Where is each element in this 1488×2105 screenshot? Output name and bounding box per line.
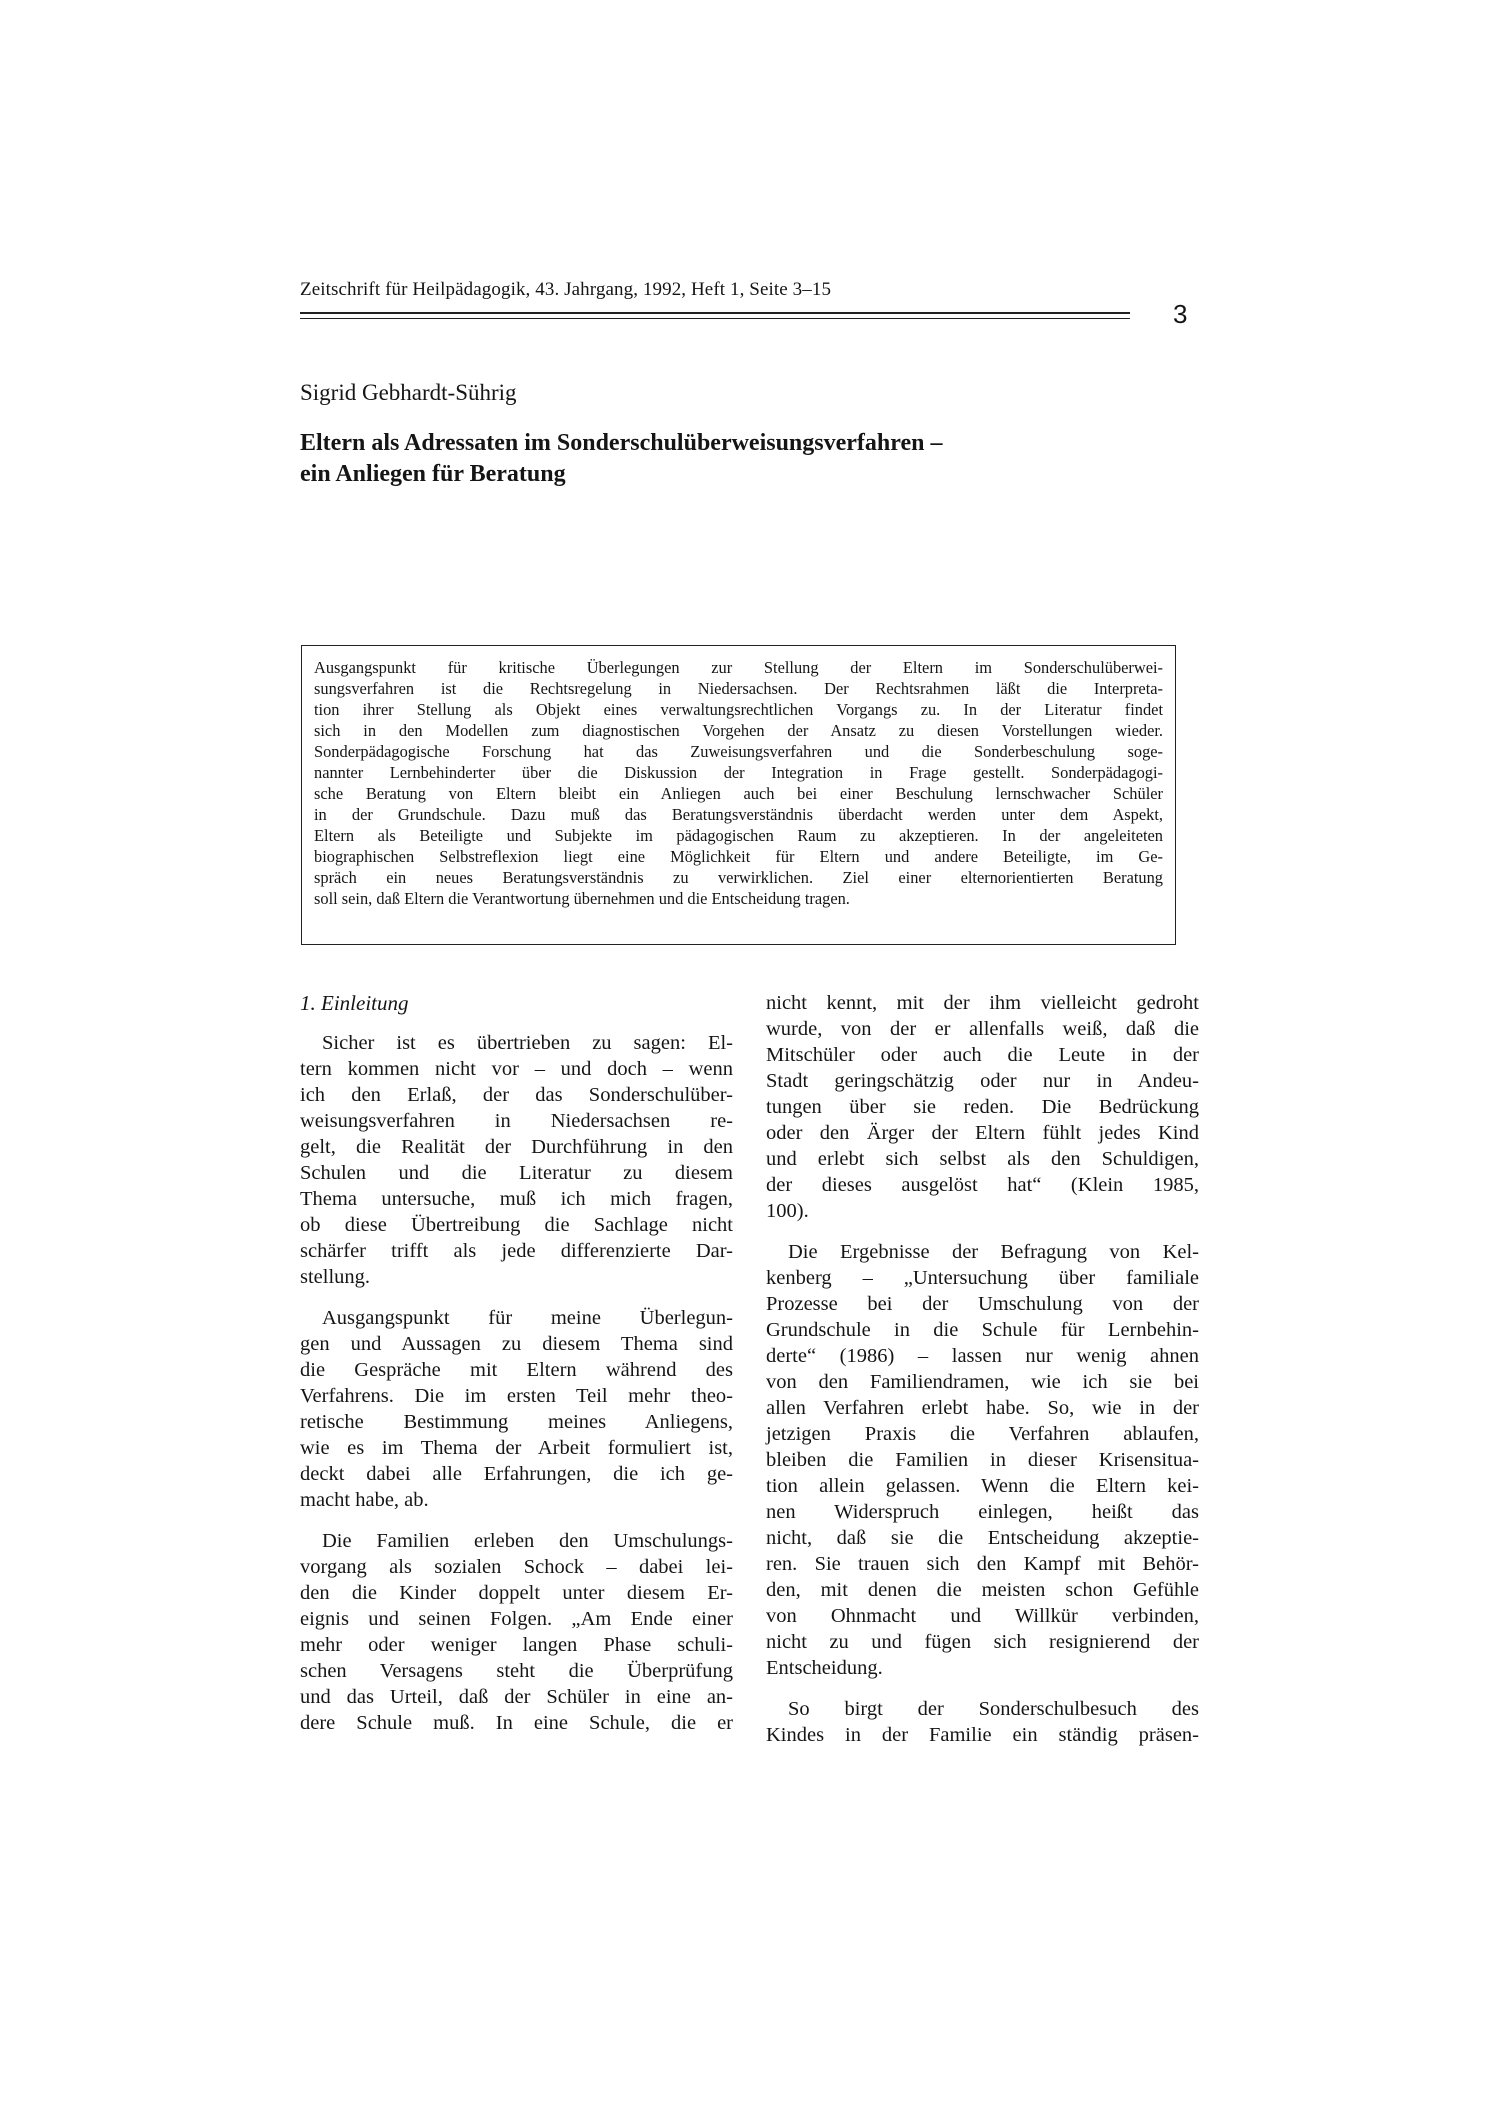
text-line: nicht kennt, mit der ihm vielleicht gedroht (766, 992, 1199, 1014)
text-line: So birgt der Sonderschulbesuch des (788, 1698, 1199, 1720)
text-line: und das Urteil, daß der Schüler in eine an- (300, 1686, 733, 1708)
article-title (300, 428, 1160, 490)
text-line: schen Versagens steht die Überprüfung (300, 1660, 733, 1682)
abstract-line: Sonderpädagogische Forschung hat das Zuweisungsverfahren und die Sonderbeschulung soge- (314, 742, 1163, 761)
text-line: tern kommen nicht vor – und doch – wenn (300, 1058, 733, 1080)
abstract-line: sche Beratung von Eltern bleibt ein Anliegen auch bei einer Beschulung lernschwacher Schüler (314, 784, 1163, 803)
text-line: Stadt geringschätzig oder nur in Andeu- (766, 1070, 1199, 1092)
paragraph (766, 1696, 1199, 1748)
text-line: stellung. (300, 1266, 371, 1288)
abstract-line: tion ihrer Stellung als Objekt eines verwaltungsrechtlichen Vorgangs zu. In der Literatur findet (314, 700, 1163, 719)
text-line: allen Verfahren erlebt habe. So, wie in der (766, 1397, 1199, 1419)
paragraph (766, 1239, 1199, 1681)
text-line: Mitschüler oder auch die Leute in der (766, 1044, 1199, 1066)
text-line: Entscheidung. (766, 1657, 883, 1679)
text-line: gen und Aussagen zu diesem Thema sind (300, 1333, 733, 1355)
text-line: derte“ (1986) – lassen nur wenig ahnen (766, 1345, 1199, 1367)
text-line: wie es im Thema der Arbeit formuliert ist, (300, 1437, 733, 1459)
paragraph (300, 1528, 733, 1736)
text-line: und erlebt sich selbst als den Schuldigen, (766, 1148, 1199, 1170)
text-line: Grundschule in die Schule für Lernbehin- (766, 1319, 1199, 1341)
text-line: retische Bestimmung meines Anliegens, (300, 1411, 733, 1433)
text-line: ob diese Übertreibung die Sachlage nicht (300, 1214, 733, 1236)
text-line: nicht zu und fügen sich resignierend der (766, 1631, 1199, 1653)
abstract-line: soll sein, daß Eltern die Verantwortung übernehmen und die Entscheidung tragen. (314, 889, 850, 908)
text-line: ren. Sie trauen sich den Kampf mit Behör- (766, 1553, 1199, 1575)
author-name: Sigrid Gebhardt-Sührig (300, 380, 517, 405)
text-line: nicht, daß sie die Entscheidung akzeptie- (766, 1527, 1199, 1549)
abstract-line: spräch ein neues Beratungsverständnis zu verwirklichen. Ziel einer elternorientierten Beratung (314, 868, 1163, 887)
text-line: den, mit denen die meisten schon Gefühle (766, 1579, 1199, 1601)
text-line: Schulen und die Literatur zu diesem (300, 1162, 733, 1184)
abstract-line: Eltern als Beteiligte und Subjekte im pädagogischen Raum zu akzeptieren. In der angeleiteten (314, 826, 1163, 845)
text-line: deckt dabei alle Erfahrungen, die ich ge- (300, 1463, 733, 1485)
paragraph (766, 990, 1199, 1224)
text-line: tion allein gelassen. Wenn die Eltern kei- (766, 1475, 1199, 1497)
text-line: Thema untersuche, muß ich mich fragen, (300, 1188, 733, 1210)
text-line: dere Schule muß. In eine Schule, die er (300, 1712, 733, 1734)
text-line: schärfer trifft als jede differenzierte Dar- (300, 1240, 733, 1262)
header-rule-bottom (300, 318, 1130, 319)
abstract-line: Ausgangspunkt für kritische Überlegungen zur Stellung der Eltern im Sonderschulüberwei- (314, 658, 1163, 677)
text-line: von den Familiendramen, wie ich sie bei (766, 1371, 1199, 1393)
right-column (766, 990, 1199, 1763)
text-line: der dieses ausgelöst hat“ (Klein 1985, (766, 1174, 1199, 1196)
section-heading: 1. Einleitung (300, 991, 409, 1015)
text-line: Die Familien erleben den Umschulungs- (322, 1530, 733, 1552)
abstract-box (301, 645, 1176, 945)
text-line: Prozesse bei der Umschulung von der (766, 1293, 1199, 1315)
text-line: Ausgangspunkt für meine Überlegun- (322, 1307, 733, 1329)
title-line: ein Anliegen für Beratung (300, 461, 566, 487)
abstract-line: sich in den Modellen zum diagnostischen Vorgehen der Ansatz zu diesen Vorstellungen wieder. (314, 721, 1163, 740)
text-line: die Gespräche mit Eltern während des (300, 1359, 733, 1381)
text-line: mehr oder weniger langen Phase schuli- (300, 1634, 733, 1656)
text-line: macht habe, ab. (300, 1489, 429, 1511)
text-line: wurde, von der er allenfalls weiß, daß die (766, 1018, 1199, 1040)
paragraph (300, 1030, 733, 1290)
page-number: 3 (1173, 299, 1188, 329)
text-line: Verfahrens. Die im ersten Teil mehr theo- (300, 1385, 733, 1407)
text-line: Die Ergebnisse der Befragung von Kel- (788, 1241, 1199, 1263)
text-line: Kindes in der Familie ein ständig präsen- (766, 1724, 1199, 1746)
text-line: von Ohnmacht und Willkür verbinden, (766, 1605, 1199, 1627)
text-line: vorgang als sozialen Schock – dabei lei- (300, 1556, 733, 1578)
text-line: bleiben die Familien in dieser Krisensitua- (766, 1449, 1199, 1471)
text-line: nen Widerspruch einlegen, heißt das (766, 1501, 1199, 1523)
paragraph (300, 1305, 733, 1513)
text-line: eignis und seinen Folgen. „Am Ende einer (300, 1608, 733, 1630)
text-line: tungen über sie reden. Die Bedrückung (766, 1096, 1199, 1118)
abstract-line: biographischen Selbstreflexion liegt eine Möglichkeit für Eltern und andere Beteiligte, im Ge- (314, 847, 1163, 866)
text-line: kenberg – „Untersuchung über familiale (766, 1267, 1199, 1289)
text-line: 100). (766, 1200, 809, 1222)
title-line: Eltern als Adressaten im Sonderschulüberweisungsverfahren – (300, 430, 943, 456)
abstract-line: in der Grundschule. Dazu muß das Beratungsverständnis überdacht werden unter dem Aspekt, (314, 805, 1163, 824)
text-line: ich den Erlaß, der das Sonderschulüber- (300, 1084, 733, 1106)
text-line: weisungsverfahren in Niedersachsen re- (300, 1110, 733, 1132)
text-line: jetzigen Praxis die Verfahren ablaufen, (766, 1423, 1199, 1445)
journal-citation: Zeitschrift für Heilpädagogik, 43. Jahrgang, 1992, Heft 1, Seite 3–15 (300, 279, 832, 300)
text-line: oder den Ärger der Eltern fühlt jedes Kind (766, 1122, 1199, 1144)
header-rule-top (300, 312, 1130, 314)
text-line: Sicher ist es übertrieben zu sagen: El- (322, 1032, 733, 1054)
abstract-line: nannter Lernbehinderter über die Diskussion der Integration in Frage gestellt. Sonderpädagogi- (314, 763, 1163, 782)
left-column (300, 990, 733, 1751)
text-line: den die Kinder doppelt unter diesem Er- (300, 1582, 733, 1604)
text-line: gelt, die Realität der Durchführung in den (300, 1136, 733, 1158)
abstract-line: sungsverfahren ist die Rechtsregelung in Niedersachsen. Der Rechtsrahmen läßt die Interpreta- (314, 679, 1163, 698)
